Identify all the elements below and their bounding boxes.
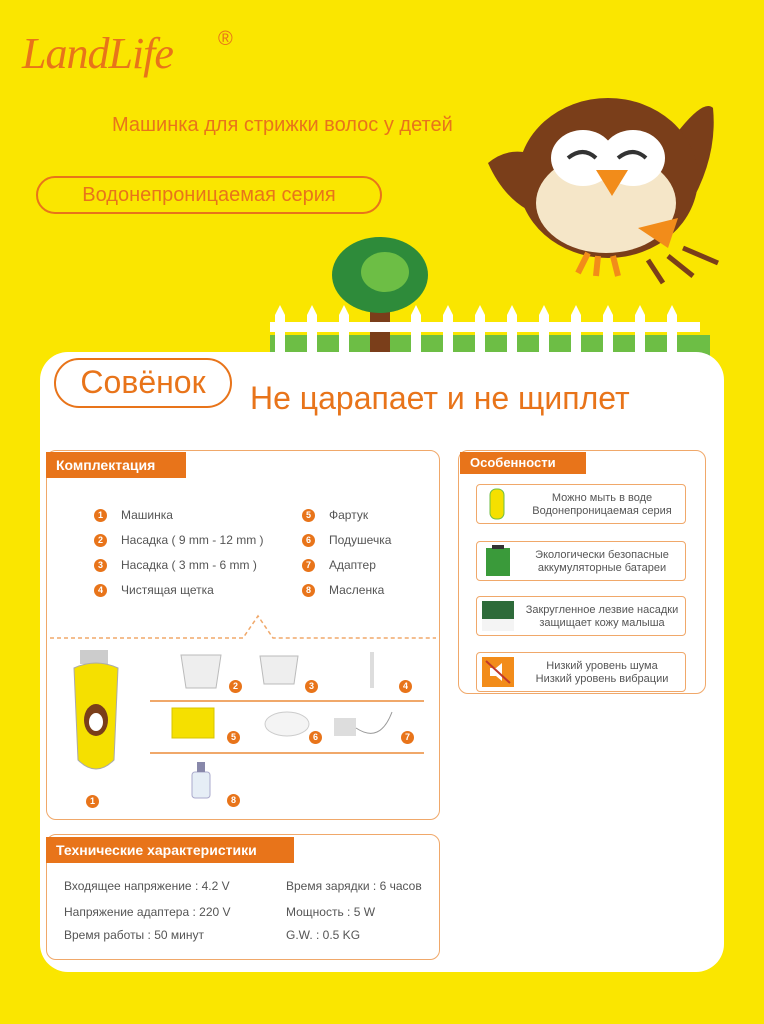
brand-logo: LandLife [22,29,173,78]
mute-speaker-icon [480,655,516,689]
dashed-divider [48,612,438,642]
registered-mark: ® [218,28,233,50]
feature-card [476,541,686,581]
kit-number-label: 3 [305,680,318,693]
kit-number-label: 7 [401,731,414,744]
rounded-blade-icon [480,599,516,633]
kit-number-label: 1 [86,795,99,808]
feature-text: Низкий уровень шума Низкий уровень вибрации [535,660,669,685]
divider [150,700,424,702]
comb-attachment-image [176,650,226,692]
kit-number-label: 6 [309,731,322,744]
washable-clipper-icon [480,487,516,521]
tree-fence-illustration [270,230,710,360]
feature-text: Можно мыть в воде Водонепроницаемая серия [532,492,672,517]
cushion-image [264,710,310,738]
kit-number-label: 2 [229,680,242,693]
feature-card [476,652,686,692]
features-title: Особенности [460,452,586,474]
cleaning-brush-image [366,650,378,690]
spec-weight: G.W. : 0.5 KG [286,928,361,942]
feature-text: Экологически безопасные аккумуляторные батареи [535,549,669,574]
battery-icon [480,544,516,578]
kit-number-label: 8 [227,794,240,807]
specs-title: Технические характеристики [46,837,294,863]
feature-text: Закругленное лезвие насадки защищает кожу малыша [525,604,679,629]
kit-item: 3 Насадка ( 3 mm - 6 mm ) [94,558,257,572]
spec-input-voltage: Входящее напряжение : 4.2 V [64,879,230,893]
spec-adapter-voltage: Напряжение адаптера : 220 V [64,905,231,919]
kit-item: 6 Подушечка [302,533,391,547]
kit-item: 5 Фартук [302,508,368,522]
divider [150,752,424,754]
feature-card [476,484,686,524]
kit-number-label: 5 [227,731,240,744]
clipper-image [66,650,126,780]
adapter-image [330,706,396,744]
kit-item: 2 Насадка ( 9 mm - 12 mm ) [94,533,264,547]
kit-item: 1 Машинка [94,508,173,522]
page-subtitle: Машинка для стрижки волос у детей [112,114,453,136]
product-name: Совёнок [54,358,232,408]
apron-image [168,704,218,742]
slogan: Не царапает и не щиплет [250,380,630,416]
oiler-image [186,760,216,800]
kit-item: 4 Чистящая щетка [94,583,214,597]
spec-power: Мощность : 5 W [286,905,376,919]
spec-run-time: Время работы : 50 минут [64,928,204,942]
kit-item: 8 Масленка [302,583,384,597]
kit-item: 7 Адаптер [302,558,376,572]
kit-number-label: 4 [399,680,412,693]
kit-title: Комплектация [46,452,186,478]
feature-card [476,596,686,636]
spec-charge-time: Время зарядки : 6 часов [286,879,422,893]
series-pill: Водонепроницаемая серия [36,176,382,214]
comb-attachment-image [256,652,302,688]
